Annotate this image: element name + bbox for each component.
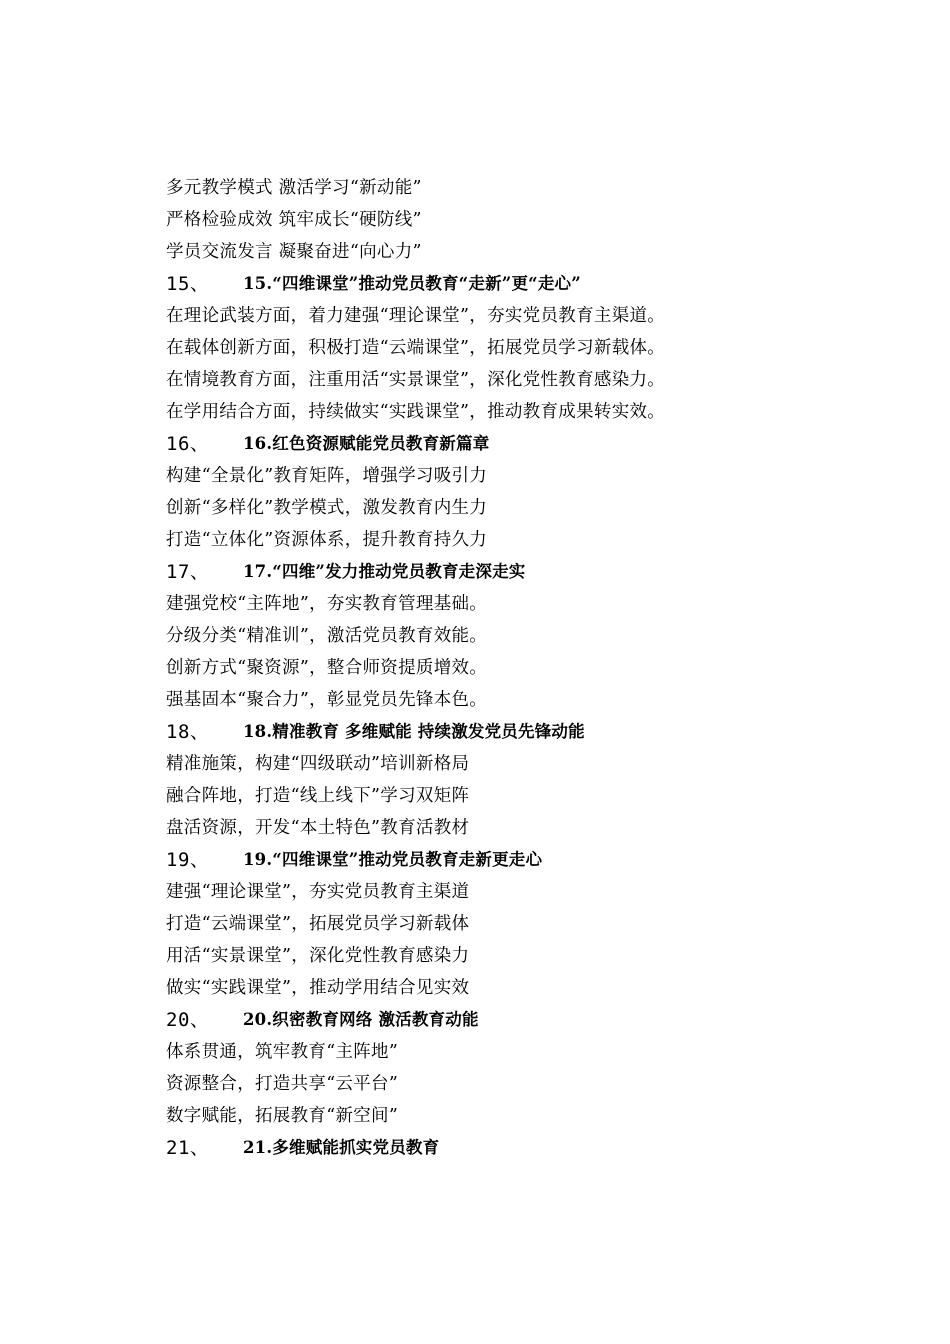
document-body: [166, 172, 906, 1164]
section-title: 20.织密教育网络 激活教育动能: [243, 1010, 479, 1029]
section-title: 16.红色资源赋能党员教育新篇章: [243, 434, 490, 453]
body-line: 创新方式“聚资源”，整合师资提质增效。: [166, 658, 488, 678]
section-number: 18、: [166, 721, 210, 743]
body-line: 强基固本“聚合力”，彰显党员先锋本色。: [166, 690, 488, 710]
body-line: 融合阵地，打造“线上线下”学习双矩阵: [166, 786, 470, 806]
section-heading: [166, 1132, 906, 1164]
section-number: 20、: [166, 1009, 210, 1031]
section-number: 21、: [166, 1137, 210, 1159]
intro-line: 严格检验成效 筑牢成长“硬防线”: [166, 210, 422, 230]
body-line: 在学用结合方面，持续做实“实践课堂”，推动教育成果转实效。: [166, 402, 666, 422]
section-number: 15、: [166, 273, 210, 295]
body-line: 创新“多样化”教学模式，激发教育内生力: [166, 498, 488, 518]
section-title: 17.“四维”发力推动党员教育走深走实: [243, 562, 526, 581]
section-heading: [166, 268, 906, 300]
body-line: 资源整合，打造共享“云平台”: [166, 1074, 399, 1094]
body-line: 做实“实践课堂”，推动学用结合见实效: [166, 978, 470, 998]
section-heading: [166, 844, 906, 876]
intro-line: 多元教学模式 激活学习“新动能”: [166, 178, 422, 198]
body-line: 精准施策，构建“四级联动”培训新格局: [166, 754, 470, 774]
body-line: 构建“全景化”教育矩阵，增强学习吸引力: [166, 466, 488, 486]
body-line: 建强“理论课堂”，夯实党员教育主渠道: [166, 882, 470, 902]
section-heading: [166, 716, 906, 748]
section-title: 21.多维赋能抓实党员教育: [243, 1138, 440, 1157]
intro-line: 学员交流发言 凝聚奋进“向心力”: [166, 242, 422, 262]
section-title: 19.“四维课堂”推动党员教育走新更走心: [243, 850, 543, 869]
section-number: 19、: [166, 849, 210, 871]
section-heading: [166, 428, 906, 460]
body-line: 盘活资源，开发“本土特色”教育活教材: [166, 818, 470, 838]
body-line: 数字赋能，拓展教育“新空间”: [166, 1106, 399, 1126]
body-line: 在情境教育方面，注重用活“实景课堂”，深化党性教育感染力。: [166, 370, 666, 390]
body-line: 打造“云端课堂”，拓展党员学习新载体: [166, 914, 470, 934]
body-line: 打造“立体化”资源体系，提升教育持久力: [166, 530, 488, 550]
section-title: 15.“四维课堂”推动党员教育“走新”更“走心”: [243, 274, 581, 293]
body-line: 在理论武装方面，着力建强“理论课堂”，夯实党员教育主渠道。: [166, 306, 666, 326]
section-number: 16、: [166, 433, 210, 455]
section-heading: [166, 556, 906, 588]
body-line: 体系贯通，筑牢教育“主阵地”: [166, 1042, 399, 1062]
body-line: 分级分类“精准训”，激活党员教育效能。: [166, 626, 488, 646]
body-line: 在载体创新方面，积极打造“云端课堂”，拓展党员学习新载体。: [166, 338, 666, 358]
body-line: 用活“实景课堂”，深化党性教育感染力: [166, 946, 470, 966]
body-line: 建强党校“主阵地”，夯实教育管理基础。: [166, 594, 488, 614]
section-number: 17、: [166, 561, 210, 583]
section-title: 18.精准教育 多维赋能 持续激发党员先锋动能: [243, 722, 585, 741]
section-heading: [166, 1004, 906, 1036]
